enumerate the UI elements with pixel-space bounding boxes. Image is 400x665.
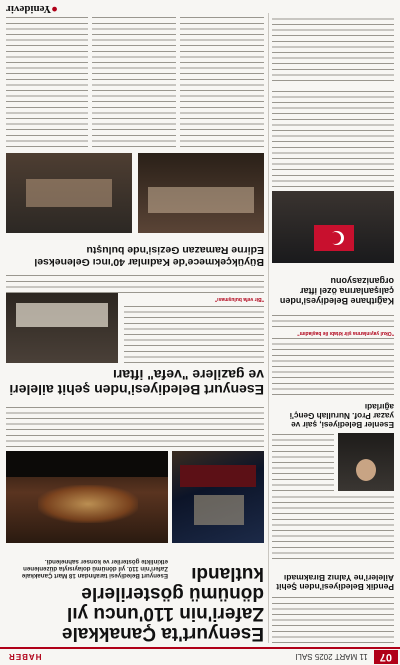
yazar-side-text	[272, 433, 334, 491]
page-number: 07	[374, 650, 398, 664]
yazar-body-text-2	[272, 313, 394, 327]
turkish-flag-icon	[314, 225, 354, 251]
kagithane-photo	[272, 191, 394, 263]
main-subhead: Esenyurt Belediyesi tarafından 18 Mart Çanakkale Zaferi'nin 110. yıl dönümü dolayısıyla düzenlenen etkinlikte gösteriler ve konser sahnelendi.	[21, 557, 168, 579]
vefa-photo	[6, 293, 118, 363]
left-column-text	[272, 595, 394, 643]
brand-name: Yenidevir	[6, 3, 52, 15]
main-body-text	[6, 403, 264, 447]
ramazan-headline: Büyükçekmece'de Kadınlar 40'ıncı Geleneksel Edirne Ramazan Gezisi'nde buluştu	[34, 244, 264, 268]
kagithane-headline: Kağıthane Belediyesi'nden çalışanlarına özel iftar organizasyonu	[279, 276, 394, 306]
vefa-caption: "Bir vefa buluşması"	[214, 296, 264, 302]
main-headline: Esenyurt'ta Çanakkale Zaferi'nin 110'uncu yıl dönümü gösterilerle kutlandı	[61, 563, 264, 644]
yazar-photo	[338, 433, 394, 491]
yazar-body-text	[272, 337, 394, 395]
page-header	[0, 647, 400, 665]
main-photo-concert	[6, 451, 168, 543]
section-label: HABER	[8, 652, 42, 662]
yazar-headline: Esenler Belediyesi, şair ve yazar Prof. Nurullah Genç'i ağırladı	[289, 401, 394, 429]
brand-logo: ●Yenidevir	[6, 3, 58, 15]
vefa-body-text	[124, 303, 264, 363]
pendik-body-text	[272, 495, 394, 559]
pendik-headline: Pendik Belediyesi'nden Şehit Aileleri'ne Yalnız Bırakmadı	[276, 572, 394, 592]
issue-date: 11 MART 2025 SALI	[295, 652, 368, 662]
vefa-body-text-2	[6, 273, 264, 293]
main-photo-stage	[172, 451, 264, 543]
ramazan-photo-left	[138, 153, 264, 233]
left-bottom-text	[272, 17, 394, 81]
yazar-caption: "Okul yayınlarına şiir kitabı ile başladım"	[297, 330, 394, 336]
column-divider	[268, 13, 269, 643]
kagithane-body-text	[272, 87, 394, 187]
ramazan-body-text	[6, 17, 264, 147]
ramazan-photo-right	[6, 153, 132, 233]
vefa-headline: Esenyurt Belediyesi'nden şehit aileleri ve gazilere "vefa" iftarı	[9, 366, 264, 398]
